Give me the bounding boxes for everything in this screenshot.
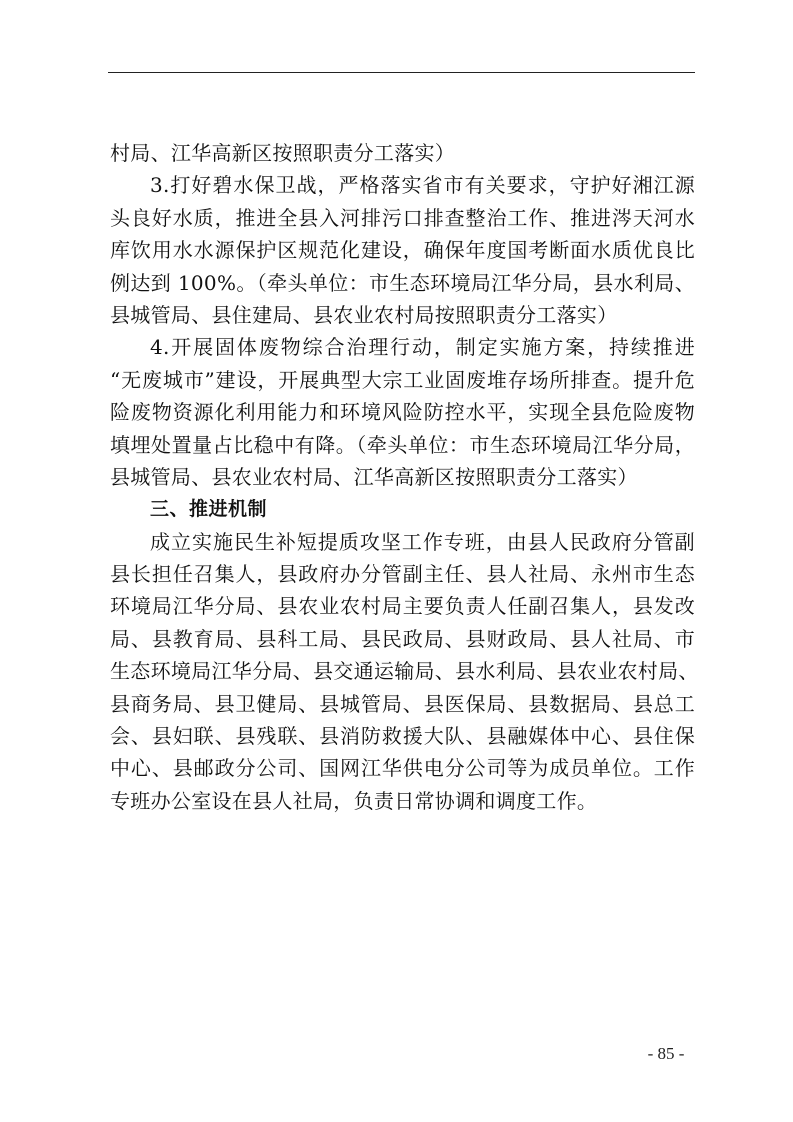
paragraph-mechanism-line: 县商务局、县卫健局、县城管局、县医保局、县数据局、县总工 [110, 691, 695, 716]
paragraph-mechanism-line: 中心、县邮政分公司、国网江华供电分公司等为成员单位。工作 [110, 756, 695, 781]
paragraph-continuation-line: 村局、江华高新区按照职责分工落实） [110, 141, 456, 165]
paragraph-item-4-line: 填埋处置量占比稳中有降。（牵头单位：市生态环境局江华分局， [110, 432, 695, 457]
paragraph-item-4-line: 4.开展固体废物综合治理行动，制定实施方案，持续推进 [150, 335, 695, 360]
paragraph-mechanism-line: 专班办公室设在县人社局，负责日常协调和调度工作。 [110, 788, 598, 813]
paragraph-item-4-line: “无废城市”建设，开展典型大宗工业固废堆存场所排查。提升危 [110, 367, 695, 392]
paragraph-item-3-line: 例达到 100%。（牵头单位：市生态环境局江华分局，县水利局、 [110, 270, 695, 295]
paragraph-mechanism-line: 局、县教育局、县科工局、县民政局、县财政局、县人社局、市 [110, 626, 695, 651]
paragraph-mechanism-line: 成立实施民生补短提质攻坚工作专班，由县人民政府分管副 [150, 529, 695, 554]
paragraph-item-3-line: 库饮用水水源保护区规范化建设，确保年度国考断面水质优良比 [110, 238, 695, 263]
paragraph-item-4-line: 险废物资源化利用能力和环境风险防控水平，实现全县危险废物 [110, 400, 695, 425]
paragraph-item-4-line: 县城管局、县农业农村局、江华高新区按照职责分工落实） [110, 464, 638, 489]
paragraph-mechanism-line: 生态环境局江华分局、县交通运输局、县水利局、县农业农村局、 [110, 659, 699, 684]
section-heading: 三、推进机制 [150, 498, 268, 521]
page-number: - 85 - [647, 1044, 685, 1063]
header-rule [108, 72, 695, 73]
paragraph-mechanism-line: 环境局江华分局、县农业农村局主要负责人任副召集人，县发改 [110, 594, 695, 619]
document-body [110, 137, 699, 817]
paragraph-item-3-line: 头良好水质，推进全县入河排污口排查整治工作、推进涔天河水 [110, 205, 695, 230]
paragraph-item-3-line: 县城管局、县住建局、县农业农村局按照职责分工落实） [110, 302, 618, 327]
paragraph-item-3-line: 3.打好碧水保卫战，严格落实省市有关要求，守护好湘江源 [150, 173, 695, 198]
paragraph-mechanism-line: 会、县妇联、县残联、县消防救援大队、县融媒体中心、县住保 [110, 724, 695, 749]
paragraph-mechanism-line: 县长担任召集人，县政府办分管副主任、县人社局、永州市生态 [110, 562, 695, 587]
